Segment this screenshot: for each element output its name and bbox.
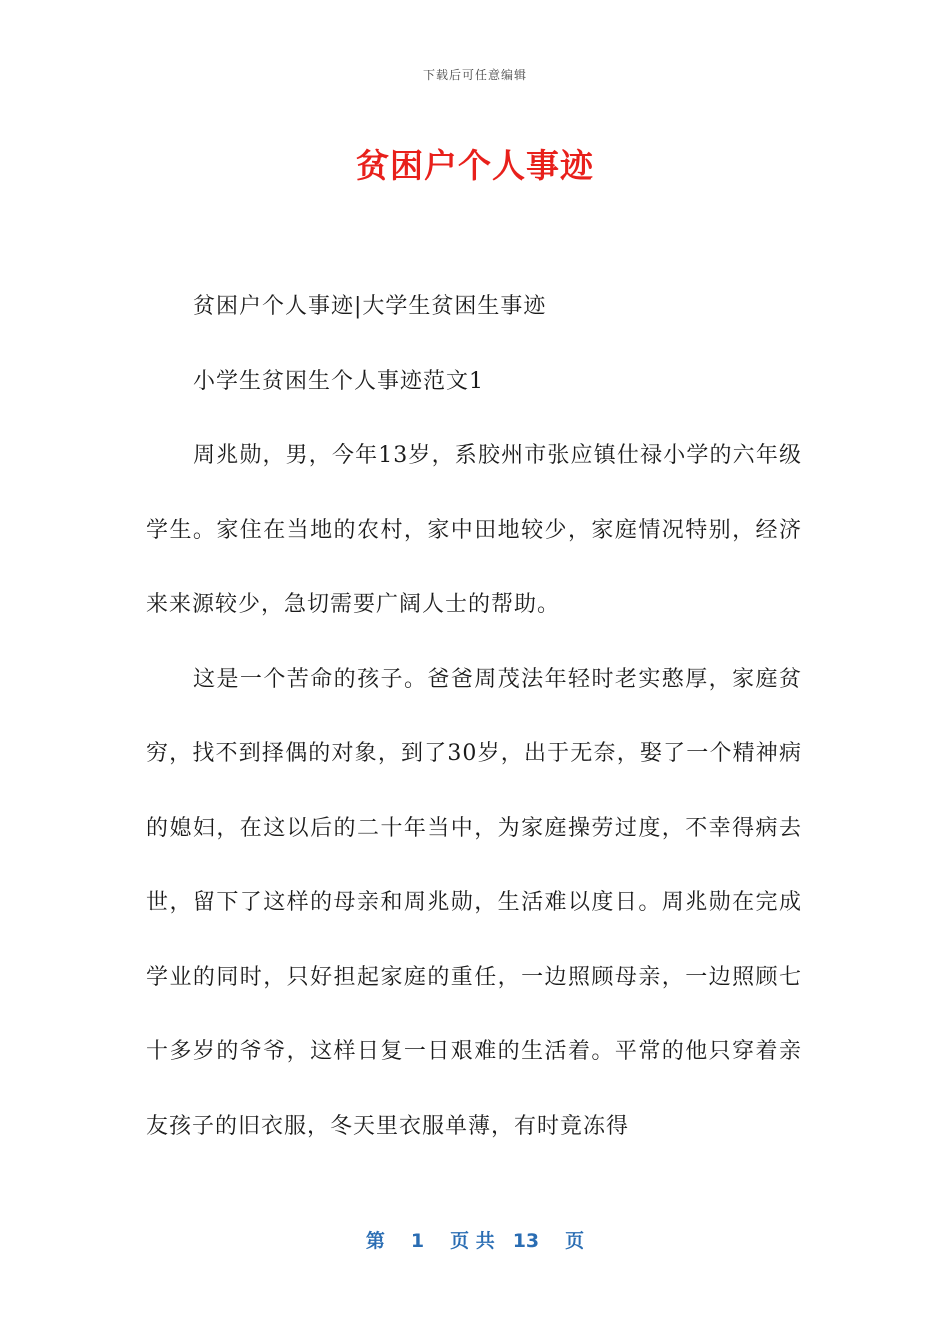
page-footer xyxy=(0,1226,950,1253)
paragraph-subtitle: 贫困户个人事迹|大学生贫困生事迹 xyxy=(193,294,547,319)
document-title: 贫困户个人事迹 xyxy=(356,146,594,185)
footer-middle: 页 共 xyxy=(450,1230,495,1252)
footer-prefix: 第 xyxy=(365,1230,385,1252)
footer-suffix: 页 xyxy=(565,1230,585,1252)
document-body xyxy=(146,270,802,1164)
paragraph-heading: 小学生贫困生个人事迹范文1 xyxy=(193,368,484,394)
paragraph-intro: 周兆勋，男，今年13岁，系胶州市张应镇仕禄小学的六年级学生。家住在当地的农村，家中田地较少，家庭情况特别，经济来来源较少，急切需要广阔人士的帮助。 xyxy=(146,443,802,617)
paragraph-story: 这是一个苦命的孩子。爸爸周茂法年轻时老实憨厚，家庭贫穷，找不到择偶的对象，到了30岁，出于无奈，娶了一个精神病的媳妇，在这以后的二十年当中，为家庭操劳过度，不幸得病去世，留下了这样的母亲和周兆勋，生活难以度日。周兆勋在完成学业的同时，只好担起家庭的重任，一边照顾母亲，一边照顾七十多岁的爷爷，这样日复一日艰难的生活着。平常的他只穿着亲友孩子的旧衣服，冬天里衣服单薄，有时竟冻得 xyxy=(146,666,802,1139)
footer-current-page: 1 xyxy=(410,1230,425,1252)
header-note: 下载后可任意编辑 xyxy=(422,68,527,82)
footer-total-pages: 13 xyxy=(512,1230,540,1252)
